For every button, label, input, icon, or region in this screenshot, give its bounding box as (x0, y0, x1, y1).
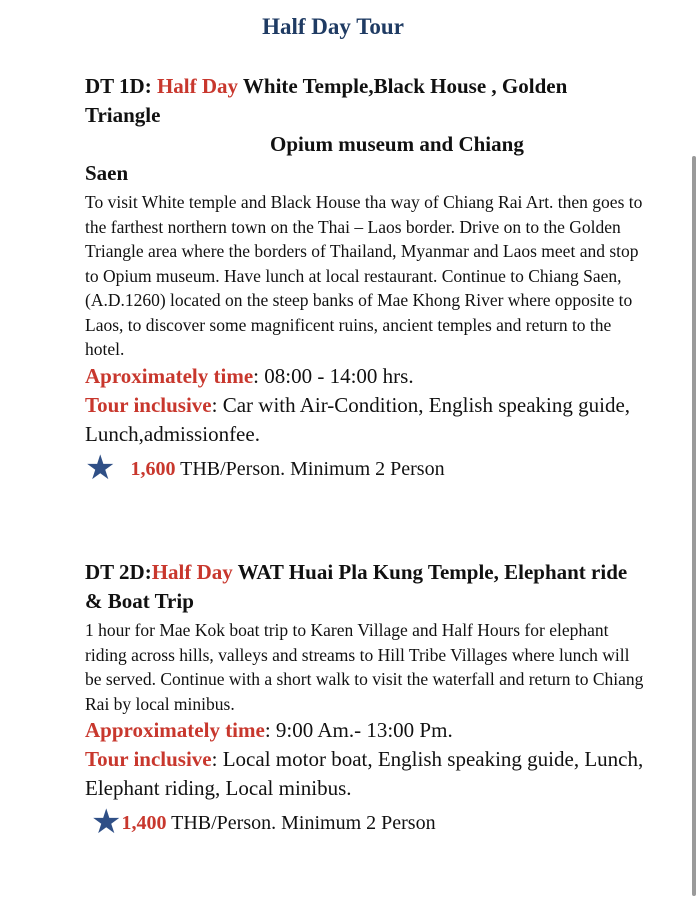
tour-name: White Temple,Black House , Golden Triangle (85, 74, 568, 127)
tour-title (85, 558, 645, 616)
price-row (91, 804, 645, 841)
time-label: Aproximately time (85, 363, 254, 388)
price-amount: 1,600 (130, 457, 176, 480)
inclusive-value: : Car with Air-Condition, English speaking guide, Lunch,admissionfee. (85, 392, 631, 446)
tour-inclusive (85, 745, 645, 803)
tour-name: WAT Huai Pla Kung Temple, Elephant ride & Boat Trip (85, 560, 628, 613)
half-day-label: Half Day (156, 74, 239, 98)
half-day-label: Half Day (151, 560, 233, 584)
tour-title (85, 72, 645, 188)
price-text: THB/Person. Minimum 2 Person (166, 812, 436, 834)
tour-card-dt-1d (85, 72, 645, 487)
tour-inclusive (85, 391, 645, 449)
time-label: Approximately time (85, 718, 265, 742)
star-icon: ★ (85, 449, 116, 487)
time-value: : 9:00 Am.- 13:00 Pm. (264, 718, 453, 742)
star-icon: ★ (91, 804, 122, 841)
tour-code: DT 1D: (85, 74, 157, 98)
tour-name-end: Saen (85, 161, 129, 185)
tour-time (85, 362, 645, 391)
tour-description: 1 hour for Mae Kok boat trip to Karen Village and Half Hours for elephant riding across hills, valleys and streams to Hill Tribe Villages where lunch will be served. Continue with a short walk to visit the waterfall and return to Chiang Rai by local minibus. (85, 620, 644, 714)
inclusive-label: Tour inclusive (85, 392, 212, 417)
price-amount: 1,400 (121, 812, 167, 834)
scrollbar[interactable] (692, 156, 696, 896)
tour-code: DT 2D: (85, 560, 152, 584)
tour-description: To visit White temple and Black House tha way of Chiang Rai Art. then goes to the farthest northern town on the Thai – Laos border. Drive on to the Golden Triangle area where the borders of Thailand, Myanmar and Laos meet and stop to Opium museum. Have lunch at local restaurant. Continue to Chiang Saen, (A.D.1260) located on the steep banks of Mae Khong River where opposite to Laos, to discover some magnificent ruins, ancient temples and return to the hotel. (85, 192, 643, 359)
inclusive-value: : Local motor boat, English speaking guide, Lunch, Elephant riding, Local minibus. (85, 747, 644, 800)
tour-card-dt-2d (85, 558, 645, 841)
time-value: : 08:00 - 14:00 hrs. (253, 363, 414, 388)
tour-time (85, 716, 645, 745)
price-row (85, 449, 645, 487)
page-title: Half Day Tour (262, 14, 404, 39)
inclusive-label: Tour inclusive (85, 747, 212, 771)
price-text: THB/Person. Minimum 2 Person (175, 457, 445, 480)
tour-name-continued: Opium museum and Chiang (270, 132, 524, 156)
